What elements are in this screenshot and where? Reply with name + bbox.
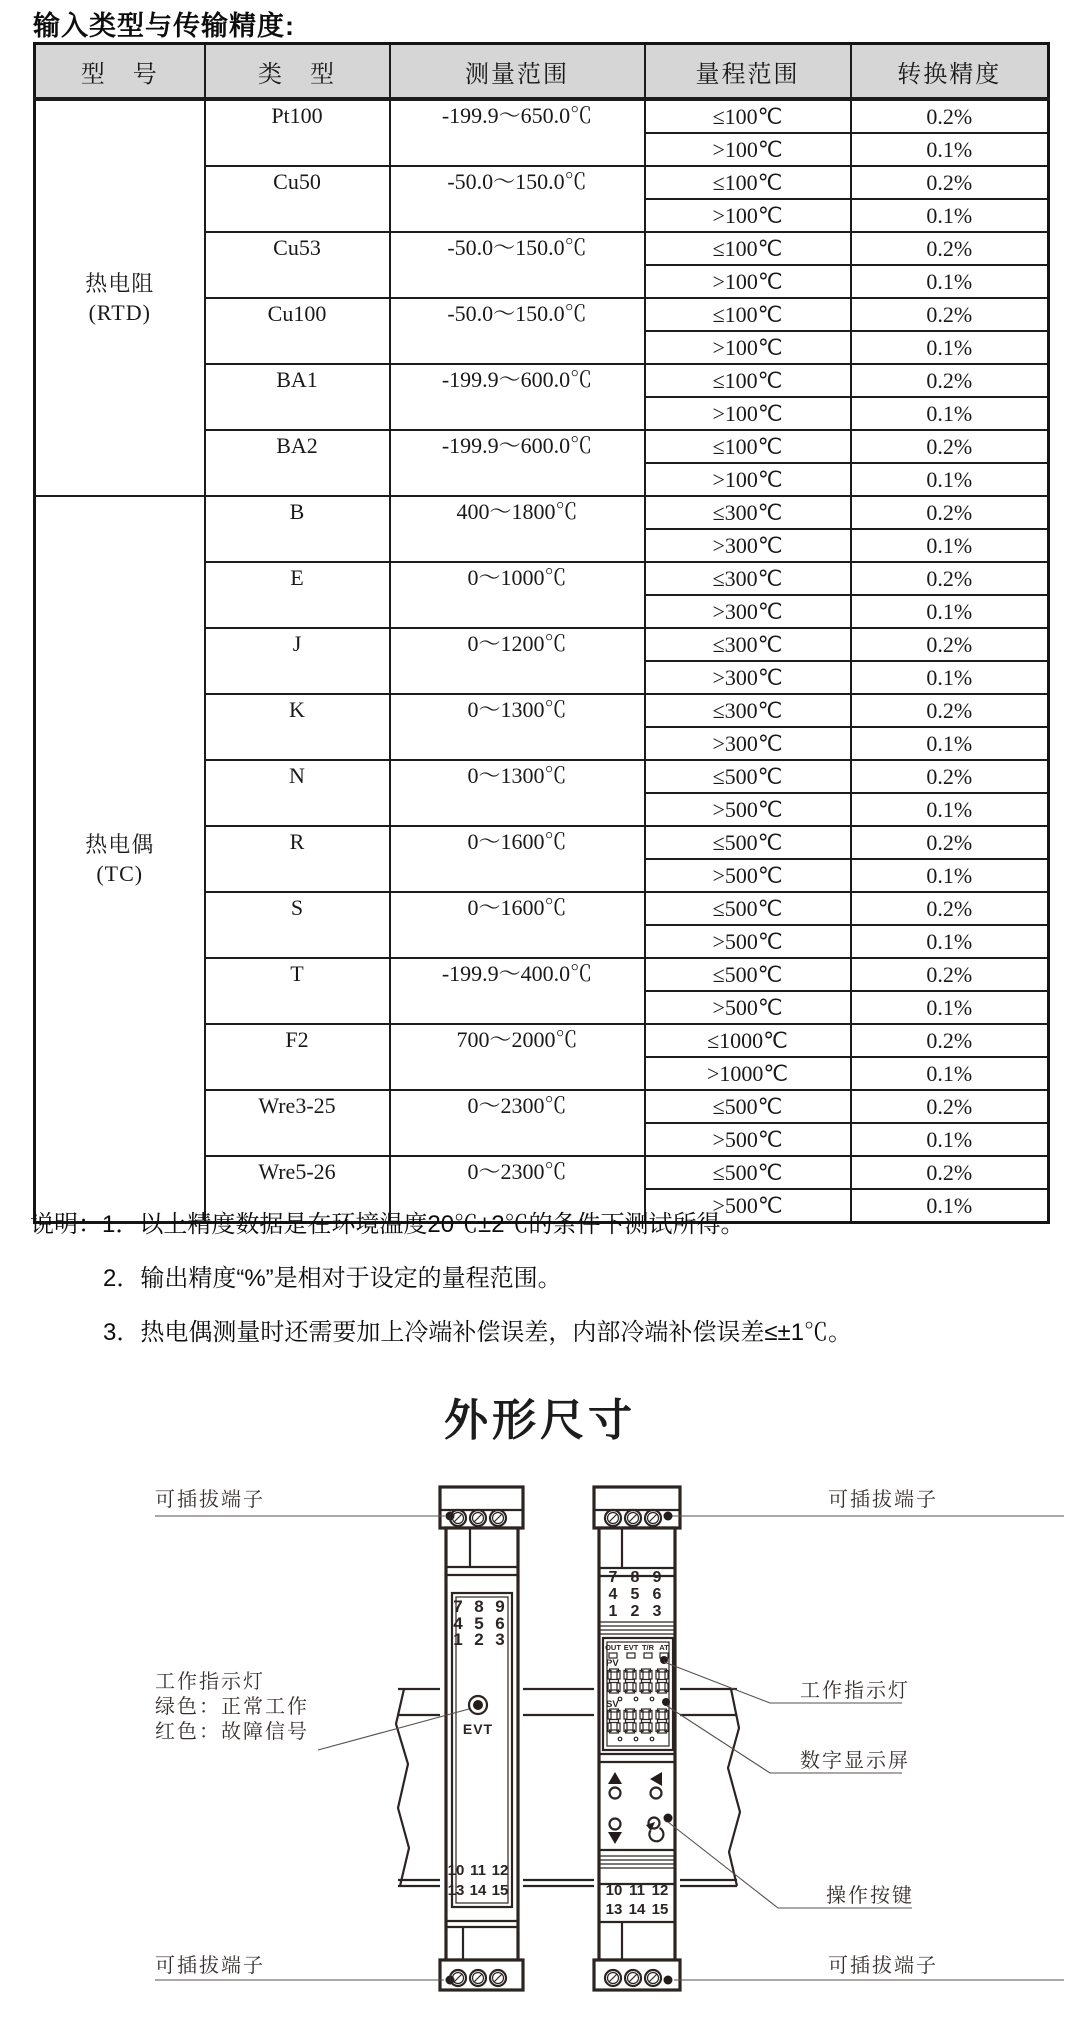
rail-break-right (728, 1689, 740, 1886)
terminal-number: 7 (608, 1569, 618, 1586)
plug-terminal-label-bottom-right: 可插拔端子 (828, 1955, 938, 1977)
span-cell: >500℃ (645, 925, 851, 958)
header-type: 类 型 (205, 44, 390, 100)
span-cell: ≤100℃ (645, 99, 851, 133)
accuracy-cell: 0.1% (851, 529, 1049, 562)
type-cell: Cu53 (205, 232, 390, 298)
range-cell: 0～1600℃ (390, 892, 645, 958)
span-cell: >300℃ (645, 727, 851, 760)
span-cell: ≤500℃ (645, 760, 851, 793)
range-cell: 700～2000℃ (390, 1024, 645, 1090)
type-cell: F2 (205, 1024, 390, 1090)
dimensions-diagram (0, 1432, 1080, 2032)
terminal-number: 1 (608, 1603, 618, 1620)
header-span: 量程范围 (645, 44, 851, 100)
span-cell: ≤300℃ (645, 694, 851, 727)
accuracy-cell: 0.1% (851, 595, 1049, 628)
span-cell: ≤100℃ (645, 364, 851, 397)
accuracy-cell: 0.1% (851, 133, 1049, 166)
span-cell: >500℃ (645, 1189, 851, 1223)
terminal-number: 15 (491, 1882, 509, 1899)
span-cell: ≤100℃ (645, 166, 851, 199)
accuracy-cell: 0.2% (851, 232, 1049, 265)
accuracy-cell: 0.1% (851, 1057, 1049, 1090)
type-cell: BA1 (205, 364, 390, 430)
terminal-number: 8 (474, 1597, 484, 1616)
note-item-3: 3．热电偶测量时还需要加上冷端补偿误差，内部冷端补偿误差≤±1℃。 (103, 1318, 853, 1346)
work-indicator-label-right: 工作指示灯 (800, 1680, 910, 1702)
span-cell: ≤300℃ (645, 628, 851, 661)
notes-section (30, 1194, 852, 1356)
header-accuracy: 转换精度 (851, 44, 1049, 100)
span-cell: >300℃ (645, 595, 851, 628)
span-cell: ≤300℃ (645, 562, 851, 595)
span-cell: ≤500℃ (645, 892, 851, 925)
accuracy-cell: 0.1% (851, 1123, 1049, 1156)
accuracy-cell: 0.1% (851, 925, 1049, 958)
accuracy-cell: 0.2% (851, 760, 1049, 793)
terminal-number: 12 (491, 1862, 509, 1879)
terminal-number: 12 (651, 1882, 669, 1899)
range-cell: 0～1300℃ (390, 760, 645, 826)
dimensions-heading: 外形尺寸 (444, 1396, 636, 1445)
type-cell: R (205, 826, 390, 892)
span-cell: ≤100℃ (645, 298, 851, 331)
led-label-tr: T/R (641, 1643, 655, 1652)
terminal-number: 10 (447, 1862, 465, 1879)
model-cell: 热电阻 (RTD) (35, 99, 205, 496)
accuracy-cell: 0.2% (851, 1090, 1049, 1123)
range-cell: -199.9～650.0℃ (390, 99, 645, 166)
type-cell: J (205, 628, 390, 694)
terminal-number: 10 (605, 1882, 623, 1899)
span-cell: ≤500℃ (645, 1090, 851, 1123)
terminal-number: 1 (453, 1630, 463, 1649)
model-cell: 热电偶 (TC) (35, 496, 205, 1223)
accuracy-cell: 0.1% (851, 265, 1049, 298)
terminal-number: 9 (495, 1597, 505, 1616)
accuracy-cell: 0.2% (851, 562, 1049, 595)
plug-terminal-label-bottom-left: 可插拔端子 (155, 1955, 265, 1977)
accuracy-cell: 0.2% (851, 694, 1049, 727)
accuracy-cell: 0.2% (851, 826, 1049, 859)
accuracy-cell: 0.1% (851, 331, 1049, 364)
accuracy-cell: 0.2% (851, 1024, 1049, 1057)
range-cell: -50.0～150.0℃ (390, 166, 645, 232)
range-cell: -50.0～150.0℃ (390, 232, 645, 298)
terminal-number: 6 (495, 1614, 505, 1633)
note-item-1: 1．以上精度数据是在环境温度20℃±2℃的条件下测试所得。 (102, 1210, 745, 1238)
evt-label: EVT (462, 1721, 494, 1737)
range-cell: -199.9～400.0℃ (390, 958, 645, 1024)
terminal-number: 15 (651, 1901, 669, 1918)
spec-table (33, 42, 1050, 1224)
work-indicator-label-left-3: 红色：故障信号 (155, 1721, 309, 1743)
type-cell: E (205, 562, 390, 628)
note-item-2: 2．输出精度“%”是相对于设定的量程范围。 (103, 1264, 562, 1292)
span-cell: >500℃ (645, 1123, 851, 1156)
type-cell: Cu100 (205, 298, 390, 364)
range-cell: 0～1300℃ (390, 694, 645, 760)
spec-table-header (35, 44, 1049, 100)
span-cell: >300℃ (645, 529, 851, 562)
header-model: 型 号 (35, 44, 205, 100)
terminal-number: 8 (630, 1569, 640, 1586)
type-cell: S (205, 892, 390, 958)
terminal-number: 13 (605, 1901, 623, 1918)
accuracy-cell: 0.2% (851, 166, 1049, 199)
led-label-at: AT (659, 1643, 669, 1652)
type-cell: Wre3-25 (205, 1090, 390, 1156)
range-cell: -199.9～600.0℃ (390, 430, 645, 496)
terminal-number: 2 (474, 1630, 484, 1649)
display-label: 数字显示屏 (800, 1750, 910, 1772)
range-cell: 0～2300℃ (390, 1156, 645, 1223)
header-range: 测量范围 (390, 44, 645, 100)
accuracy-cell: 0.2% (851, 1156, 1049, 1189)
terminal-number: 11 (629, 1882, 645, 1899)
type-cell: N (205, 760, 390, 826)
range-cell: 0～2300℃ (390, 1090, 645, 1156)
accuracy-cell: 0.2% (851, 99, 1049, 133)
header-row (35, 44, 1049, 100)
type-cell: Wre5-26 (205, 1156, 390, 1223)
span-cell: >100℃ (645, 265, 851, 298)
accuracy-cell: 0.2% (851, 298, 1049, 331)
span-cell: ≤500℃ (645, 826, 851, 859)
span-cell: >100℃ (645, 331, 851, 364)
span-cell: >500℃ (645, 793, 851, 826)
accuracy-cell: 0.1% (851, 1189, 1049, 1223)
accuracy-cell: 0.1% (851, 727, 1049, 760)
note-line-2 (30, 1248, 852, 1302)
terminal-number: 2 (630, 1603, 640, 1620)
type-cell: T (205, 958, 390, 1024)
table-row (35, 496, 1049, 529)
display-indicator-dot (662, 1698, 670, 1706)
terminal-number: 14 (469, 1882, 487, 1899)
terminal-number: 5 (630, 1586, 640, 1603)
span-cell: ≤500℃ (645, 1156, 851, 1189)
span-cell: ≤100℃ (645, 232, 851, 265)
buttons-label: 操作按键 (826, 1885, 914, 1907)
rail-break-left (396, 1689, 409, 1886)
device-left (440, 1487, 523, 1990)
accuracy-cell: 0.2% (851, 496, 1049, 529)
terminal-number: 14 (628, 1901, 646, 1918)
accuracy-cell: 0.1% (851, 859, 1049, 892)
accuracy-cell: 0.1% (851, 199, 1049, 232)
pv-label: PV (606, 1658, 619, 1669)
spec-table-body (35, 99, 1049, 1223)
span-cell: >500℃ (645, 991, 851, 1024)
terminal-number: 13 (447, 1882, 465, 1899)
table-row (35, 99, 1049, 133)
work-indicator-label-left-1: 工作指示灯 (155, 1671, 265, 1693)
span-cell: ≤500℃ (645, 958, 851, 991)
buttons-indicator-dot (664, 1814, 673, 1823)
accuracy-cell: 0.1% (851, 397, 1049, 430)
terminal-number: 3 (652, 1603, 662, 1620)
terminal-number: 11 (470, 1862, 486, 1879)
span-cell: ≤1000℃ (645, 1024, 851, 1057)
span-cell: >500℃ (645, 859, 851, 892)
type-cell: BA2 (205, 430, 390, 496)
span-cell: >1000℃ (645, 1057, 851, 1090)
range-cell: -199.9～600.0℃ (390, 364, 645, 430)
terminal-number: 7 (453, 1597, 463, 1616)
type-cell: Pt100 (205, 99, 390, 166)
led-label-out: OUT (605, 1643, 621, 1652)
accuracy-cell: 0.2% (851, 628, 1049, 661)
sv-label: SV (606, 1699, 619, 1710)
terminal-number: 4 (608, 1586, 618, 1603)
range-cell: 0～1200℃ (390, 628, 645, 694)
notes-label: 说明： (30, 1210, 102, 1238)
span-cell: >100℃ (645, 133, 851, 166)
span-cell: >300℃ (645, 661, 851, 694)
terminal-number: 5 (474, 1614, 484, 1633)
accuracy-cell: 0.1% (851, 661, 1049, 694)
terminal-number: 4 (453, 1614, 463, 1633)
type-cell: Cu50 (205, 166, 390, 232)
accuracy-cell: 0.2% (851, 430, 1049, 463)
terminal-number: 9 (652, 1569, 662, 1586)
range-cell: 0～1000℃ (390, 562, 645, 628)
range-cell: -50.0～150.0℃ (390, 298, 645, 364)
led-label-evt: EVT (623, 1643, 639, 1652)
plug-terminal-label-top-right: 可插拔端子 (828, 1489, 938, 1511)
terminal-number: 3 (495, 1630, 505, 1649)
accuracy-cell: 0.1% (851, 991, 1049, 1024)
range-cell: 400～1800℃ (390, 496, 645, 562)
type-cell: K (205, 694, 390, 760)
span-cell: ≤100℃ (645, 430, 851, 463)
span-cell: ≤300℃ (645, 496, 851, 529)
span-cell: >100℃ (645, 463, 851, 496)
span-cell: >100℃ (645, 397, 851, 430)
span-cell: >100℃ (645, 199, 851, 232)
type-cell: B (205, 496, 390, 562)
work-indicator-label-left-2: 绿色：正常工作 (155, 1696, 309, 1718)
plug-terminal-label-top-left: 可插拔端子 (155, 1489, 265, 1511)
terminal-number: 6 (652, 1586, 662, 1603)
note-line-3 (30, 1302, 852, 1356)
note-line-1 (30, 1194, 852, 1248)
range-cell: 0～1600℃ (390, 826, 645, 892)
accuracy-cell: 0.2% (851, 364, 1049, 397)
accuracy-cell: 0.1% (851, 793, 1049, 826)
accuracy-cell: 0.2% (851, 892, 1049, 925)
accuracy-cell: 0.2% (851, 958, 1049, 991)
accuracy-cell: 0.1% (851, 463, 1049, 496)
page-title: 输入类型与传输精度: (33, 11, 295, 41)
